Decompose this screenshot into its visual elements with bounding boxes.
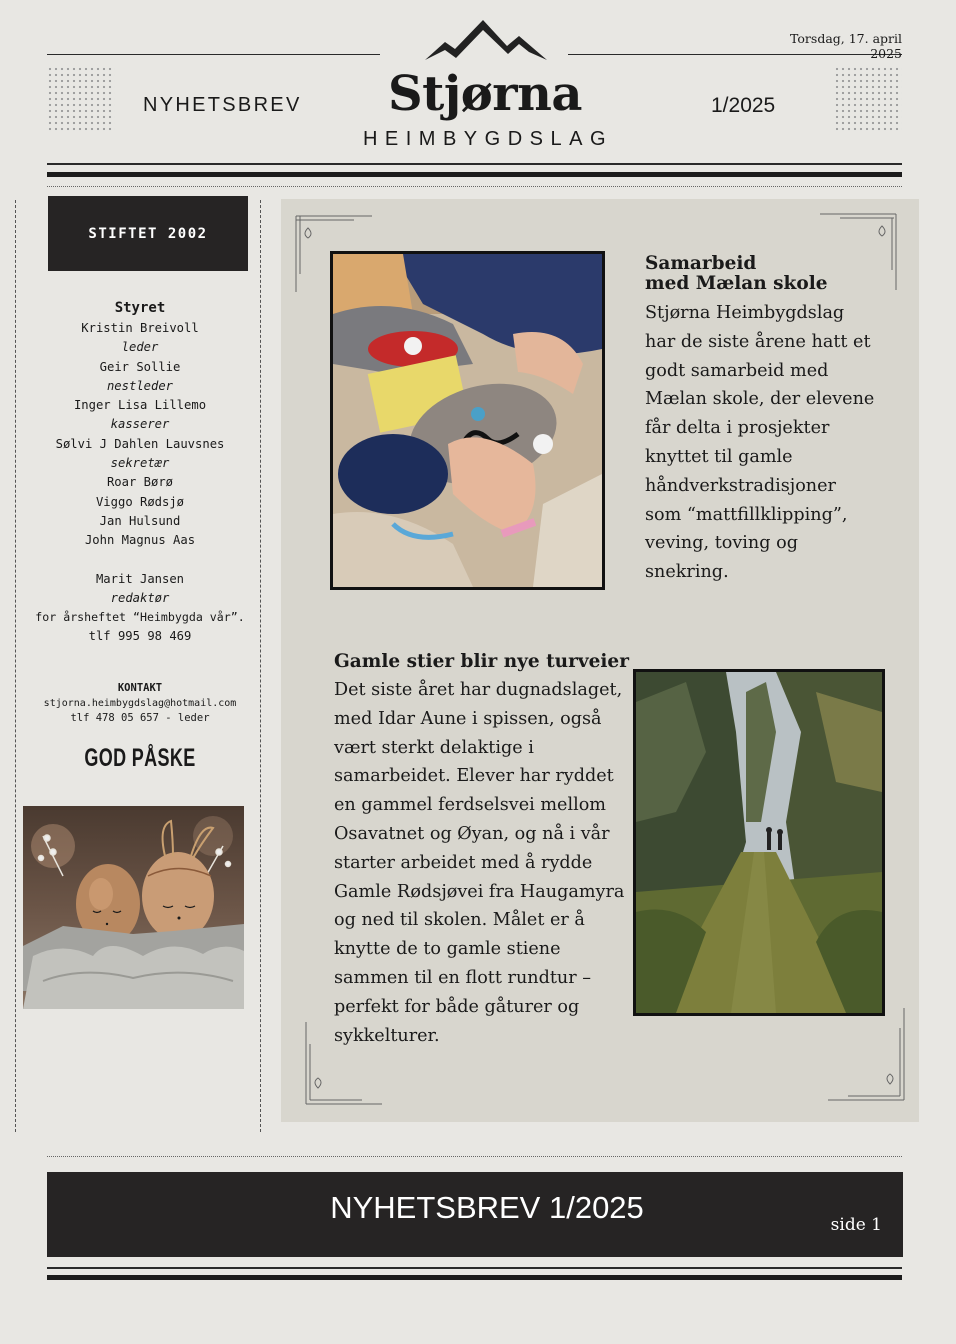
article-1-line: håndverkstradisjoner [645, 475, 836, 496]
article-2-body [334, 676, 634, 1050]
board-line: Inger Lisa Lillemo [73, 398, 207, 413]
header-label: NYHETSBREV [143, 94, 302, 116]
footer-bar [47, 1172, 903, 1257]
mountain-logo-icon [425, 18, 547, 62]
header-divider-dotted [47, 186, 902, 187]
corner-ornament-icon [826, 1006, 908, 1104]
article-2-line: med Idar Aune i spissen, også [334, 708, 602, 729]
footer-rule-thick [47, 1275, 902, 1280]
article-2-line: samarbeidet. Elever har ryddet [334, 766, 614, 787]
article-2-line: knytte de to gamle stiene [334, 939, 561, 960]
article-1-line: knyttet til gamle [645, 446, 793, 467]
contact-email[interactable]: stjorna.heimbygdslag@hotmail.com [43, 698, 237, 709]
editor-line: redaktør [110, 590, 170, 605]
felting-photo [330, 251, 605, 590]
header-divider-thin [47, 163, 902, 165]
article-1-title-line: Samarbeid [645, 253, 757, 274]
editor-line: tlf 995 98 469 [88, 629, 192, 644]
founded-text: STIFTET 2002 [88, 225, 208, 242]
article-1-line: har de siste årene hatt et [645, 331, 871, 352]
forest-trail-photo [633, 669, 885, 1016]
article-2-line: og ned til skolen. Målet er å [334, 910, 585, 931]
article-1-line: veving, toving og [645, 533, 798, 554]
article-2-line: Det siste året har dugnadslaget, [334, 680, 623, 700]
article-1-line: Stjørna Heimbygdslag [645, 303, 845, 323]
board-line: Sølvi J Dahlen Lauvsnes [55, 436, 225, 451]
date: Torsdag, 17. april 2025 [790, 31, 902, 61]
page-subtitle: HEIMBYGDSLAG [362, 128, 614, 150]
dot-pattern-right [834, 66, 902, 132]
footer-rule-thin [47, 1267, 902, 1269]
article-2-line: starter arbeidet med å rydde [334, 852, 593, 873]
page-number: side 1 [830, 1215, 882, 1235]
article-2-line: sammen til en flott rundtur – [334, 967, 592, 988]
article-1-title [645, 254, 828, 294]
board-line: Geir Sollie [99, 359, 181, 374]
board-line: leder [121, 340, 159, 355]
article-1-body [645, 299, 880, 587]
easter-greeting: GOD PÅSKE [84, 744, 196, 772]
felting-photo-image [333, 254, 602, 587]
article-1-line: som “mattfillklipping”, [645, 504, 848, 525]
editor-line: Marit Jansen [95, 571, 185, 586]
corner-ornament-icon [818, 210, 900, 292]
easter-eggs-image [23, 806, 244, 1009]
editor-line: for årsheftet “Heimbygda vår”. [35, 610, 245, 625]
board-line: John Magnus Aas [84, 533, 196, 548]
dot-pattern-left [47, 66, 115, 132]
article-2-line: Gamle Rødsjøvei fra Haugamyra [334, 881, 625, 902]
article-2-title: Gamle stier blir nye turveier [334, 651, 629, 672]
board-line: kasserer [110, 417, 170, 432]
article-1-line: godt samarbeid med [645, 360, 829, 381]
article-2-line: sykkelturer. [334, 1025, 440, 1046]
board-line: Jan Hulsund [99, 513, 181, 528]
article-1-line: får delta i prosjekter [645, 418, 830, 439]
issue-number: 1/2025 [711, 94, 776, 117]
board-line: Kristin Breivoll [81, 321, 199, 335]
article-2-line: perfekt for både gåturer og [334, 996, 580, 1017]
header-divider-thick [47, 172, 902, 177]
forest-trail-photo-image [636, 672, 882, 1013]
article-1-title-line: med Mælan skole [645, 273, 828, 294]
article-1-line: Mælan skole, der elevene [645, 389, 875, 410]
footer-title: NYHETSBREV 1/2025 [330, 1190, 644, 1225]
article-2-line: en gammel ferdselsvei mellom [334, 795, 606, 816]
founded-badge [48, 196, 248, 271]
page-title: Stjørna [387, 66, 582, 122]
contact-block [15, 681, 265, 726]
article-1-line: snekring. [645, 562, 729, 583]
board-heading: Styret [114, 300, 166, 316]
footer-divider-dotted [47, 1156, 902, 1157]
board-list [15, 298, 265, 647]
board-line: Roar Børø [106, 475, 174, 490]
contact-phone: tlf 478 05 657 - leder [70, 712, 210, 724]
contact-heading: KONTAKT [117, 682, 163, 694]
board-line: nestleder [106, 378, 174, 393]
header-rule-left [47, 54, 380, 55]
article-2-line: Osavatnet og Øyan, og nå i vår [334, 823, 610, 844]
board-line: sekretær [110, 456, 170, 471]
board-line: Viggo Rødsjø [95, 494, 185, 509]
article-2-line: vært sterkt delaktige i [334, 737, 534, 758]
